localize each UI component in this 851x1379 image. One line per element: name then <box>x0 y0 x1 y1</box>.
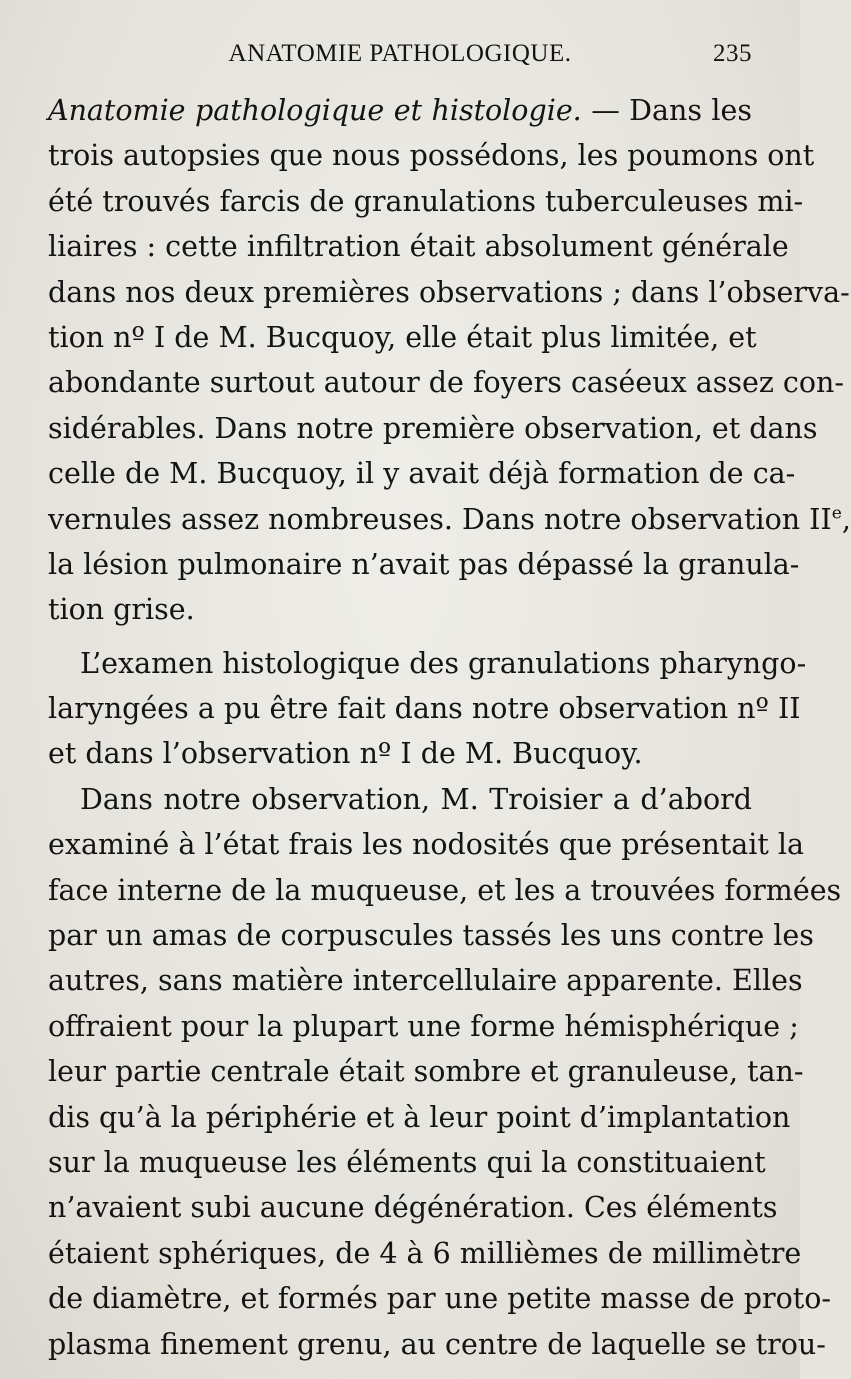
text-line: n’avaient subi aucune dégénération. Ces éléments <box>48 1191 778 1225</box>
text-line: autres, sans matière intercellulaire apparente. Elles <box>48 964 803 998</box>
text-line: tion nº I de M. Bucquoy, elle était plus limitée, et <box>48 320 757 354</box>
text-line: tion grise. <box>48 593 195 627</box>
text-line: Dans notre observation, M. Troisier a d’abord <box>80 782 752 816</box>
text-line: dis qu’à la périphérie et à leur point d’implantation <box>48 1100 791 1134</box>
text-line: par un amas de corpuscules tassés les uns contre les <box>48 919 814 953</box>
text-span: — Dans les <box>591 94 752 127</box>
text-line: et dans l’observation nº I de M. Bucquoy. <box>48 737 643 771</box>
text-line: liaires : cette infiltration était absolument générale <box>48 230 789 264</box>
paragraph-gap <box>48 633 752 641</box>
text-line: plasma finement grenu, au centre de laquelle se trou- <box>48 1327 826 1361</box>
superscript: e <box>831 503 842 524</box>
text-line: été trouvés farcis de granulations tuberculeuses mi- <box>48 184 804 218</box>
text-line: examiné à l’état frais les nodosités que présentait la <box>48 828 804 862</box>
text-line: abondante surtout autour de foyers caséeux assez con- <box>48 366 845 400</box>
paragraph-1 <box>48 88 851 633</box>
paragraph-3 <box>48 777 842 1367</box>
text-line: trois autopsies que nous possédons, les poumons ont <box>48 139 815 173</box>
text-line: étaient sphériques, de 4 à 6 millièmes de millimètre <box>48 1236 802 1270</box>
text-line: laryngées a pu être fait dans notre observation nº II <box>48 692 801 726</box>
text-span: vernules assez nombreuses. Dans notre observation II <box>48 502 832 536</box>
text-line <box>48 497 851 542</box>
text-line: sidérables. Dans notre première observation, et dans <box>48 411 818 445</box>
text-line <box>48 88 752 133</box>
body-text <box>48 88 851 1367</box>
running-title: ANATOMIE PATHOLOGIQUE. <box>228 40 572 67</box>
text-line: L’examen histologique des granulations pharyngo- <box>80 646 807 680</box>
text-line: la lésion pulmonaire n’avait pas dépassé la granula- <box>48 547 800 581</box>
page-number: 235 <box>713 40 752 67</box>
page-header <box>48 36 752 72</box>
text-line: sur la muqueuse les éléments qui la constituaient <box>48 1145 766 1179</box>
paragraph-2 <box>48 641 807 777</box>
text-line: de diamètre, et formés par une petite masse de proto- <box>48 1282 831 1316</box>
text-line: dans nos deux premières observations ; dans l’observa- <box>48 275 850 309</box>
text-line: celle de M. Bucquoy, il y avait déjà formation de ca- <box>48 457 796 491</box>
text-line: offraient pour la plupart une forme hémisphérique ; <box>48 1009 799 1043</box>
text-line: face interne de la muqueuse, et les a trouvées formées <box>48 873 842 907</box>
section-heading: Anatomie pathologique et histologie. <box>48 94 582 127</box>
text-line: leur partie centrale était sombre et granuleuse, tan- <box>48 1055 804 1089</box>
text-span: , <box>841 502 851 536</box>
